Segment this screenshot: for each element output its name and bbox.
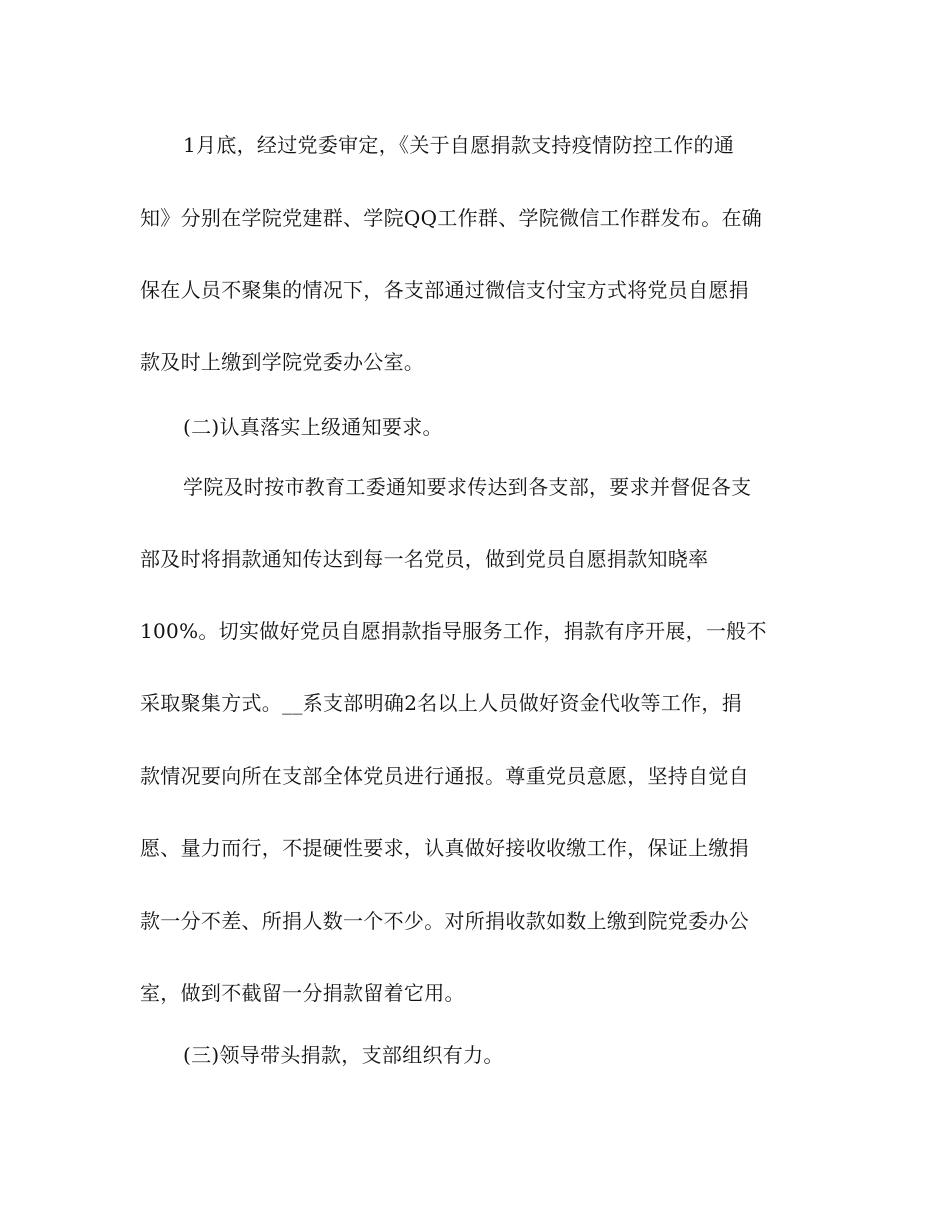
paragraph-line-2: 知》分别在学院党建群、学院QQ工作群、学院微信工作群发布。在确 bbox=[140, 206, 763, 230]
section-heading-2: (二)认真落实上级通知要求。 bbox=[183, 415, 443, 439]
paragraph-line-10: 愿、量力而行，不提硬性要求，认真做好接收收缴工作，保证上缴捐 bbox=[140, 836, 749, 860]
paragraph-line-11: 款一分不差、所捐人数一个不少。对所捐收款如数上缴到院党委办公 bbox=[140, 909, 749, 933]
paragraph-line-8: 采取聚集方式。__系支部明确2名以上人员做好资金代收等工作，捐 bbox=[140, 691, 743, 715]
paragraph-line-5: 学院及时按市教育工委通知要求传达到各支部，要求并督促各支 bbox=[183, 475, 752, 499]
section-heading-3: (三)领导带头捐款，支部组织有力。 bbox=[183, 1043, 504, 1067]
paragraph-line-4: 款及时上缴到学院党委办公室。 bbox=[140, 350, 425, 374]
paragraph-line-6: 部及时将捐款通知传达到每一名党员，做到党员自愿捐款知晓率 bbox=[140, 547, 709, 571]
paragraph-line-3: 保在人员不聚集的情况下，各支部通过微信支付宝方式将党员自愿捐 bbox=[140, 278, 749, 302]
paragraph-line-9: 款情况要向所在支部全体党员进行通报。尊重党员意愿，坚持自觉自 bbox=[140, 764, 749, 788]
paragraph-line-7: 100%。切实做好党员自愿捐款指导服务工作，捐款有序开展，一般不 bbox=[140, 619, 767, 643]
paragraph-line-12: 室，做到不截留一分捐款留着它用。 bbox=[140, 981, 465, 1005]
paragraph-line-1: 1月底，经过党委审定，《关于自愿捐款支持疫情防控工作的通 bbox=[183, 133, 735, 157]
